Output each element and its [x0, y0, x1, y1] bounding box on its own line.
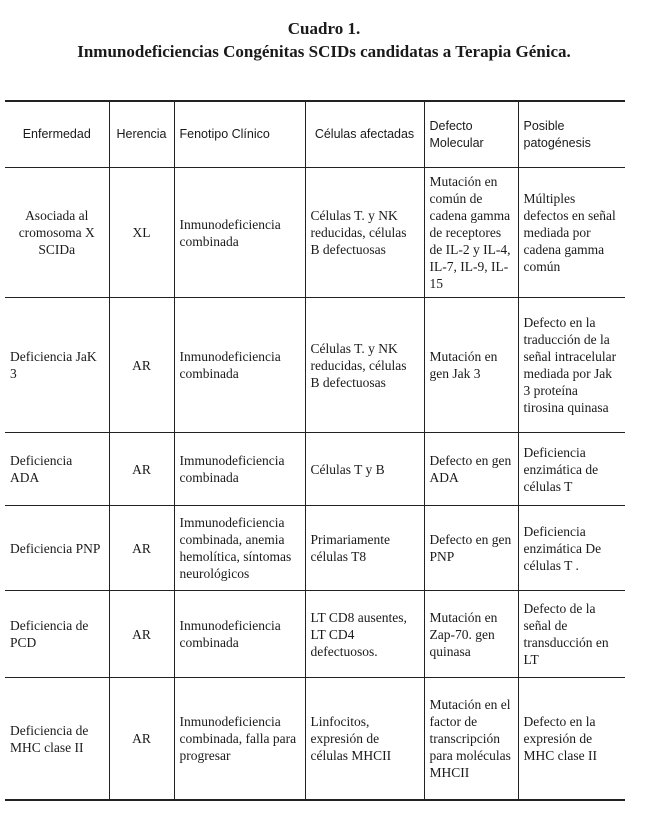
table-row: [5, 591, 625, 678]
cell-enfermedad: Asociada al cromosoma X SCIDa: [18, 208, 95, 257]
cell-herencia: XL: [109, 168, 174, 298]
cell-herencia: AR: [109, 433, 174, 506]
table-row: [5, 168, 625, 298]
table-subtitle: Inmunodeficiencias Congénitas SCIDs candidatas a Terapia Génica.: [77, 42, 571, 61]
cell-defecto: Mutación en común de cadena gamma de receptores de IL-2 y IL-4, IL-7, IL-9, IL-15: [424, 168, 518, 298]
header-celulas: Células afectadas: [305, 101, 424, 168]
table-row: [5, 678, 625, 801]
cell-enfermedad: Deficiencia JaK 3: [10, 349, 97, 381]
cell-enfermedad: Deficiencia de MHC clase II: [10, 722, 89, 755]
cell-patogenesis: Defecto en la traducción de la señal intracelular mediada por Jak 3 proteína tirosina quinasa: [518, 298, 625, 433]
cell-celulas: Células T. y NK reducidas, células B defectuosas: [305, 298, 424, 433]
cell-defecto: Mutación en el factor de transcripción para moléculas MHCII: [424, 678, 518, 801]
scid-table: [5, 100, 625, 801]
cell-fenotipo: Inmunodeficiencia combinada: [174, 298, 305, 433]
cell-enfermedad: Deficiencia PNP: [10, 540, 101, 556]
cell-defecto: Mutación en gen Jak 3: [424, 298, 518, 433]
table-row: [5, 298, 625, 433]
cell-celulas: Primariamente células T8: [305, 506, 424, 591]
cell-herencia: AR: [109, 591, 174, 678]
header-enfermedad: Enfermedad: [22, 127, 91, 141]
cell-celulas: Células T y B: [305, 433, 424, 506]
header-herencia: Herencia: [109, 101, 174, 168]
cell-defecto: Defecto en gen ADA: [424, 433, 518, 506]
cell-patogenesis: Defecto en la expresión de MHC clase II: [518, 678, 625, 801]
cell-fenotipo: Immunodeficiencia combinada: [174, 433, 305, 506]
cell-defecto: Defecto en gen PNP: [424, 506, 518, 591]
cell-patogenesis: Deficiencia enzimática de células T: [518, 433, 625, 506]
cell-fenotipo: Inmunodeficiencia combinada, falla para progresar: [174, 678, 305, 801]
cell-celulas: LT CD8 ausentes, LT CD4 defectuosos.: [305, 591, 424, 678]
cell-defecto: Mutación en Zap-70. gen quinasa: [424, 591, 518, 678]
cell-enfermedad: Deficiencia ADA: [10, 453, 73, 485]
cell-herencia: AR: [109, 298, 174, 433]
cell-celulas: Células T. y NK reducidas, células B defectuosas: [305, 168, 424, 298]
table-row: [5, 433, 625, 506]
cell-herencia: AR: [109, 678, 174, 801]
table-title: Cuadro 1.: [287, 19, 361, 38]
header-fenotipo: Fenotipo Clínico: [174, 101, 305, 168]
cell-fenotipo: Inmunodeficiencia combinada: [174, 591, 305, 678]
header-defecto: Defecto Molecular: [424, 101, 518, 168]
table-row: [5, 506, 625, 591]
title-block: [0, 18, 648, 63]
cell-patogenesis: Deficiencia enzimática De células T .: [518, 506, 625, 591]
cell-fenotipo: Inmunodeficiencia combinada: [174, 168, 305, 298]
cell-patogenesis: Múltiples defectos en señal mediada por cadena gamma común: [518, 168, 625, 298]
cell-fenotipo: Immunodeficiencia combinada, anemia hemolítica, síntomas neurológicos: [174, 506, 305, 591]
cell-patogenesis: Defecto de la señal de transducción en LT: [518, 591, 625, 678]
cell-herencia: AR: [109, 506, 174, 591]
cell-celulas: Linfocitos, expresión de células MHCII: [305, 678, 424, 801]
cell-enfermedad: Deficiencia de PCD: [10, 618, 89, 650]
header-patogenesis: Posible patogénesis: [518, 101, 625, 168]
header-row: [5, 101, 625, 168]
